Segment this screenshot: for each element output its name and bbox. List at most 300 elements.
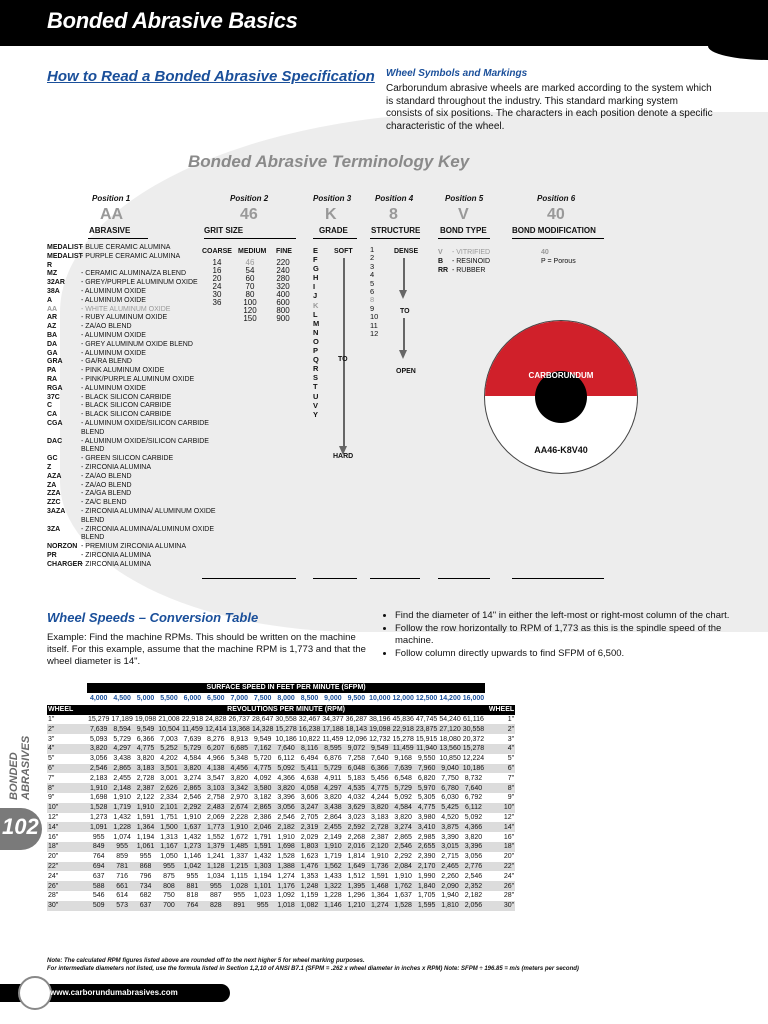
rpm-value: 4,966	[207, 755, 225, 763]
rpm-value: 8,595	[321, 744, 344, 754]
rpm-value: 2,182	[464, 892, 483, 900]
rpm-value: 5,411	[298, 764, 321, 774]
rpm-value: 2,546	[183, 794, 202, 802]
rpm-value: 9,168	[394, 755, 412, 763]
rpm-value: 1,337	[230, 853, 248, 861]
rpm-value: 2,626	[157, 783, 180, 793]
structure-numbers	[370, 246, 378, 338]
rpm-value: 3,274	[391, 822, 414, 832]
table-row	[47, 871, 515, 881]
rpm-value: 6,112	[462, 803, 485, 813]
rpm-value: 2,170	[415, 862, 438, 872]
rpm-value: 5,729	[391, 783, 414, 793]
wheel-label-right: WHEEL	[485, 705, 515, 715]
rpm-value: 1,719	[324, 853, 342, 861]
rpm-value: 2,546	[87, 764, 110, 774]
grit-value: 120	[243, 306, 257, 315]
sfpm-value: 10,000	[369, 695, 391, 703]
rpm-value: 891	[228, 901, 251, 911]
rpm-value: 6,112	[277, 755, 295, 763]
rpm-value: 808	[157, 881, 180, 891]
bottom-rule-5	[438, 578, 490, 579]
bond-row	[438, 266, 490, 275]
bottom-rule-2	[202, 578, 296, 579]
rpm-value: 11,459	[322, 735, 344, 743]
abrasive-desc: - CERAMIC ALUMINA/ZA BLEND	[81, 270, 187, 278]
rpm-value: 1,552	[207, 833, 225, 841]
rpm-value: 781	[110, 862, 133, 872]
rule-pos3	[313, 238, 357, 239]
rpm-value: 764	[92, 853, 105, 861]
rpm-value: 18,143	[345, 725, 368, 733]
position-head: Position 4	[375, 194, 414, 203]
rpm-value: 1,910	[183, 813, 202, 821]
sfpm-value: 14,200	[439, 695, 461, 703]
rpm-value: 5,456	[371, 774, 389, 782]
rpm-value: 2,985	[417, 833, 436, 841]
grade-letter: I	[313, 282, 316, 292]
rpm-value: 2,334	[160, 794, 178, 802]
bond-row	[438, 248, 490, 257]
rpm-value: 4,297	[321, 783, 344, 793]
wheel-diameter: 22"	[485, 862, 515, 872]
rpm-value: 868	[134, 862, 157, 872]
rpm-value: 1,672	[230, 833, 248, 841]
abrasive-code: ZA	[47, 481, 57, 489]
abrasive-row	[47, 482, 217, 491]
abrasive-code: ZZC	[47, 499, 61, 507]
position-label: BOND MODIFICATION	[512, 226, 596, 235]
rpm-value: 4,775	[251, 764, 274, 774]
rpm-value: 1,433	[324, 872, 342, 880]
structure-arrow-line	[403, 258, 405, 292]
rpm-value: 19,098	[369, 725, 391, 733]
abrasive-row	[47, 385, 217, 394]
rpm-value: 1,028	[228, 881, 251, 891]
abrasive-row	[47, 288, 217, 297]
wheel-diameter: 5"	[48, 755, 55, 763]
rpm-value: 3,390	[441, 833, 459, 841]
rpm-value: 2,149	[324, 833, 342, 841]
rpm-value: 2,029	[300, 833, 319, 841]
position-label: BOND TYPE	[440, 226, 487, 235]
abrasive-row	[47, 270, 217, 279]
abrasive-desc: - BLUE CERAMIC ALUMINA	[81, 244, 171, 251]
rpm-value: 6,780	[438, 783, 461, 793]
wheel-diameter: 24"	[48, 872, 59, 880]
abrasive-desc: - ALUMINUM OXIDE/SILICON CARBIDE BLEND	[81, 419, 209, 436]
structure-number: 6	[370, 287, 375, 297]
footer-logo-icon	[18, 976, 52, 1010]
grade-letter: U	[313, 391, 319, 401]
grit-value: 70	[245, 282, 255, 291]
rpm-value: 2,319	[298, 822, 321, 832]
rpm-value: 3,056	[464, 853, 483, 861]
abrasive-desc: - ZA/C BLEND	[81, 499, 127, 507]
abrasive-desc: - ZA/AO BLEND	[81, 481, 132, 489]
rpm-value: 3,820	[274, 783, 297, 793]
rpm-value: 7,162	[251, 744, 274, 754]
rpm-value: 11,459	[392, 745, 414, 753]
rpm-value: 8,594	[110, 724, 133, 734]
rpm-value: 1,595	[415, 901, 438, 911]
abrasive-code: CGA	[47, 419, 63, 427]
abrasive-desc: - ZA/AO BLEND	[81, 323, 132, 331]
abrasive-row	[47, 561, 217, 570]
abrasive-code: MEDALIST	[47, 244, 83, 251]
note-1: Note: The calculated RPM figures listed above are rounded off to the next higher 5 for wheel marking purposes.	[47, 958, 365, 964]
rpm-value: 1,215	[228, 862, 251, 872]
rpm-value: 4,775	[134, 744, 157, 754]
rpm-value: 7,640	[371, 755, 389, 763]
table-title-row	[47, 683, 515, 693]
rpm-value: 34,377	[322, 715, 344, 723]
bond-desc: - VITRIFIED	[450, 249, 491, 256]
table-row	[47, 852, 515, 862]
grade-letter: V	[313, 400, 319, 410]
abrasive-desc: - ALUMINUM OXIDE	[81, 331, 146, 339]
abrasive-row	[47, 508, 217, 526]
rpm-value: 2,046	[251, 822, 274, 832]
abrasive-desc: - ALUMINUM OXIDE/SILICON CARBIDE BLEND	[81, 437, 209, 454]
rpm-value: 2,728	[368, 822, 391, 832]
rpm-value: 2,101	[157, 803, 180, 813]
structure-open-label: OPEN	[396, 368, 416, 375]
abrasive-code: Z	[47, 463, 52, 471]
abrasive-row	[47, 411, 217, 420]
rpm-value: 1,042	[181, 862, 204, 872]
rpm-value: 955	[157, 862, 180, 872]
rpm-value: 1,698	[89, 794, 108, 802]
rpm-value: 8,276	[207, 735, 225, 743]
abrasive-code: 37C	[47, 393, 60, 401]
position-label: ABRASIVE	[89, 226, 131, 235]
rpm-value: 2,865	[251, 803, 274, 813]
rpm-value: 1,273	[89, 813, 108, 821]
abrasive-desc: - ZIRCONIA ALUMINA/ ALUMINUM OXIDE BLEND	[81, 507, 216, 524]
rpm-value: 2,546	[391, 842, 414, 852]
sfpm-value: 16,000	[462, 695, 485, 703]
rpm-value: 22,918	[181, 715, 204, 723]
abrasive-desc: - ZIRCONIA ALUMINA	[81, 463, 152, 471]
rpm-value: 3,820	[230, 774, 248, 782]
sfpm-value: 6,500	[207, 695, 225, 703]
rpm-value: 1,023	[253, 892, 272, 900]
symbols-heading: Wheel Symbols and Markings	[386, 68, 528, 79]
bond-desc: - RESINOID	[450, 258, 491, 265]
rpm-value: 4,456	[228, 764, 251, 774]
rpm-value: 7,003	[160, 735, 178, 743]
wheel-diameter: 24"	[503, 872, 515, 880]
wheel-diameter: 18"	[47, 842, 87, 852]
howto-heading: How to Read a Bonded Abrasive Specification	[47, 68, 375, 85]
abrasive-row	[47, 526, 217, 544]
rpm-value: 1,762	[391, 881, 414, 891]
abrasive-row	[47, 490, 217, 499]
rpm-value: 26,737	[228, 715, 250, 723]
abrasive-desc: - ALUMINUM OXIDE	[81, 296, 146, 304]
position-code: V	[458, 206, 469, 223]
abrasive-row	[47, 350, 217, 359]
abrasive-row	[47, 279, 217, 288]
rpm-value: 955	[110, 842, 133, 852]
grit-value: 36	[212, 298, 222, 307]
rpm-value: 1,074	[113, 833, 131, 841]
rpm-value: 859	[116, 853, 128, 861]
rpm-value: 9,040	[438, 764, 461, 774]
rpm-value: 3,820	[464, 833, 483, 841]
rule-pos2	[204, 238, 296, 239]
rpm-value: 1,940	[441, 892, 459, 900]
rpm-value: 3,183	[371, 813, 389, 821]
position-label: GRIT SIZE	[204, 226, 244, 235]
position-label: STRUCTURE	[371, 226, 421, 235]
rpm-value: 1,910	[277, 833, 295, 841]
table-row	[47, 842, 515, 852]
abrasive-code: NORZON	[47, 543, 78, 551]
rpm-value: 509	[87, 901, 110, 911]
rpm-value: 3,410	[415, 822, 438, 832]
rpm-value: 7,640	[462, 783, 485, 793]
grade-letter: T	[313, 382, 318, 392]
rpm-value: 2,546	[277, 813, 295, 821]
wheel-diameter: 16"	[503, 833, 515, 841]
grade-letter: O	[313, 336, 319, 346]
rpm-value: 682	[139, 892, 152, 900]
position-head: Position 2	[230, 194, 269, 203]
wheel-diameter: 18"	[485, 842, 515, 852]
rpm-value: 5,183	[347, 774, 366, 782]
rpm-value: 7,639	[183, 735, 202, 743]
structure-arrow-head-2	[399, 350, 407, 359]
wheel-diameter: 6"	[485, 764, 515, 774]
structure-number: 12	[370, 329, 379, 339]
rpm-value: 1,637	[394, 892, 412, 900]
rpm-value: 10,186	[275, 735, 297, 743]
rpm-value: 3,580	[251, 783, 274, 793]
rpm-value: 4,244	[371, 794, 389, 802]
rpm-value: 6,494	[300, 755, 319, 763]
footer-url-link[interactable]: www.carborundumabrasives.com	[50, 988, 178, 997]
rpm-value: 6,792	[464, 794, 483, 802]
abrasive-code: RA	[47, 375, 58, 383]
rpm-value: 1,476	[298, 862, 321, 872]
abrasive-row	[47, 332, 217, 341]
rpm-value: 4,638	[300, 774, 319, 782]
rpm-value: 3,438	[321, 803, 344, 813]
rpm-value: 21,008	[158, 715, 180, 723]
rpm-value: 3,820	[181, 764, 204, 774]
rpm-value: 4,775	[368, 783, 391, 793]
rpm-value: 4,297	[110, 744, 133, 754]
rpm-value: 1,910	[321, 842, 344, 852]
rpm-value: 694	[87, 862, 110, 872]
rpm-value: 4,092	[253, 774, 272, 782]
table-row	[47, 832, 515, 842]
abrasive-row	[47, 402, 217, 411]
rpm-value: 1,751	[160, 813, 178, 821]
rpm-value: 5,092	[394, 794, 412, 802]
sfpm-value: 7,500	[253, 695, 272, 703]
rpm-value: 3,438	[113, 755, 131, 763]
rpm-value: 955	[204, 881, 227, 891]
rpm-value: 19,098	[134, 715, 157, 723]
wheel-label-left: WHEEL	[47, 705, 87, 715]
abrasive-desc: - PINK ALUMINUM OXIDE	[81, 367, 165, 375]
rpm-value: 18,080	[439, 735, 461, 743]
rpm-value: 32,467	[298, 715, 321, 723]
position-code: AA	[100, 206, 124, 223]
rpm-value: 20,372	[462, 735, 485, 743]
table-row	[47, 862, 515, 872]
rpm-value: 1,910	[134, 803, 157, 813]
rpm-value: 1,910	[228, 822, 251, 832]
abrasive-code: C	[47, 402, 53, 410]
rpm-value: 1,018	[274, 901, 297, 911]
wheel-diameter: 26"	[485, 881, 515, 891]
bond-code: B	[438, 258, 444, 265]
rpm-value: 2,260	[441, 872, 459, 880]
rpm-value: 3,547	[207, 774, 225, 782]
position-head: Position 3	[313, 194, 352, 203]
rpm-value: 36,287	[345, 715, 368, 723]
table-row	[47, 813, 515, 823]
rpm-value: 1,228	[110, 822, 133, 832]
bottom-rule-6	[512, 578, 604, 579]
rpm-value: 1,303	[251, 862, 274, 872]
rpm-value: 1,810	[438, 901, 461, 911]
wheel-diameter: 28"	[503, 892, 515, 900]
rpm-value: 15,915	[415, 735, 438, 743]
rpm-value: 5,093	[89, 735, 108, 743]
rpm-value: 1,528	[87, 803, 110, 813]
rpm-value: 3,980	[417, 813, 436, 821]
abrasive-desc: - ALUMINUM OXIDE	[81, 384, 146, 392]
rpm-title-row	[47, 705, 515, 715]
abrasive-row	[47, 323, 217, 332]
wheel-diameter: 20"	[503, 853, 515, 861]
abrasive-row	[47, 438, 217, 456]
rpm-value: 2,268	[347, 833, 366, 841]
grit-fine-list	[273, 259, 293, 323]
rpm-value: 2,183	[89, 774, 108, 782]
rpm-value: 3,182	[253, 794, 272, 802]
table-row	[47, 891, 515, 901]
note-2: For intermediate diameters not listed, use the formula listed in Section 1,2,10 of ANSI B7.1 (SFPM = .262 x wheel diameter in inches x RPM) Note: SFPM ÷ 196.85 = m/s (meters per second)	[47, 966, 579, 972]
table-row	[47, 901, 515, 911]
wheel-diameter: 10"	[47, 803, 87, 813]
rpm-value: 27,120	[439, 725, 461, 733]
sfpm-value: 6,000	[183, 695, 202, 703]
rpm-value: 849	[87, 842, 110, 852]
structure-number: 4	[370, 270, 375, 280]
grade-letter: N	[313, 327, 319, 337]
rpm-value: 1,719	[110, 803, 133, 813]
grit-value: 600	[276, 298, 290, 307]
rpm-value: 1,649	[345, 862, 368, 872]
rpm-value: 6,366	[136, 735, 155, 743]
rpm-value: 14,328	[251, 725, 274, 733]
abrasive-desc: - GREY/PURPLE ALUMINUM OXIDE	[81, 279, 198, 287]
rpm-value: 2,655	[415, 842, 438, 852]
grit-value: 16	[212, 266, 222, 275]
wheel-diameter: 16"	[48, 833, 59, 841]
rpm-value: 750	[163, 892, 175, 900]
rpm-value: 1,485	[228, 842, 251, 852]
abrasive-row	[47, 297, 217, 306]
abrasive-code: DA	[47, 340, 58, 348]
wheel-speeds-example: Example: Find the machine RPMs. This should be written on the machine itself. For this example, assume that the machine RPM is 1,773 and that the wheel diameter is 14".	[47, 632, 366, 667]
table-row	[47, 764, 515, 774]
rpm-value: 573	[110, 901, 133, 911]
rpm-value: 6,876	[324, 755, 342, 763]
wheel-speeds-steps	[383, 610, 740, 661]
grade-hard-label: HARD	[333, 453, 354, 460]
step-item: • Find the diameter of 14" in either the left-most or right-most column of the chart.	[395, 610, 740, 622]
grit-value: 320	[276, 282, 290, 291]
rpm-value: 2,120	[368, 842, 391, 852]
step-item: • Follow column directly upwards to find SFPM of 6,500.	[395, 648, 740, 660]
rpm-value: 6,685	[228, 744, 251, 754]
abrasive-row	[47, 455, 217, 464]
rpm-value: 5,092	[274, 764, 297, 774]
abrasive-desc: - ALUMINUM OXIDE	[81, 349, 146, 357]
rpm-value: 1,159	[300, 892, 319, 900]
grit-coarse-list	[207, 259, 227, 307]
position-code: 8	[389, 206, 398, 223]
rpm-value: 1,050	[160, 853, 178, 861]
page-title: Bonded Abrasive Basics	[47, 8, 298, 33]
abrasive-code: PA	[47, 367, 57, 375]
bondmod-note: P = Porous	[541, 258, 576, 265]
rpm-value: 1,736	[368, 862, 391, 872]
rpm-value: 887	[209, 892, 222, 900]
rpm-value: 15,278	[275, 725, 297, 733]
abrasive-desc: - PURPLE CERAMIC ALUMINA	[81, 252, 181, 260]
grit-value: 280	[276, 274, 290, 283]
grade-letter: G	[313, 264, 319, 274]
rpm-value: 2,864	[324, 813, 342, 821]
table-row	[47, 783, 515, 793]
rpm-value: 614	[116, 892, 128, 900]
abrasive-row	[47, 358, 217, 367]
abrasive-desc: - ALUMINUM OXIDE	[81, 287, 146, 295]
abrasive-desc: - BLACK SILICON CARBIDE	[81, 402, 172, 410]
abrasive-code: MZ	[47, 270, 58, 278]
blank-cell	[47, 693, 87, 705]
structure-number: 5	[370, 278, 375, 288]
rpm-value: 1,274	[368, 901, 391, 911]
wheel-graphic	[484, 320, 638, 474]
sfpm-value: 7,000	[230, 695, 248, 703]
rpm-value: 5,970	[415, 783, 438, 793]
rpm-value: 3,342	[228, 783, 251, 793]
grit-value: 150	[243, 314, 257, 323]
position-label: GRADE	[319, 226, 348, 235]
rpm-value: 17,188	[322, 725, 344, 733]
abrasive-row	[47, 464, 217, 473]
rpm-value: 38,196	[369, 715, 391, 723]
sfpm-value: 9,500	[347, 695, 366, 703]
rule-pos4	[370, 238, 420, 239]
rpm-value: 3,875	[438, 822, 461, 832]
wheel-diameter: 9"	[48, 794, 55, 802]
abrasive-code: AZ	[47, 323, 57, 331]
wheel-diameter: 1"	[48, 715, 55, 723]
bond-type-list	[438, 248, 490, 275]
grade-letter: P	[313, 346, 319, 356]
abrasive-desc: - ZA/AO BLEND	[81, 472, 132, 480]
